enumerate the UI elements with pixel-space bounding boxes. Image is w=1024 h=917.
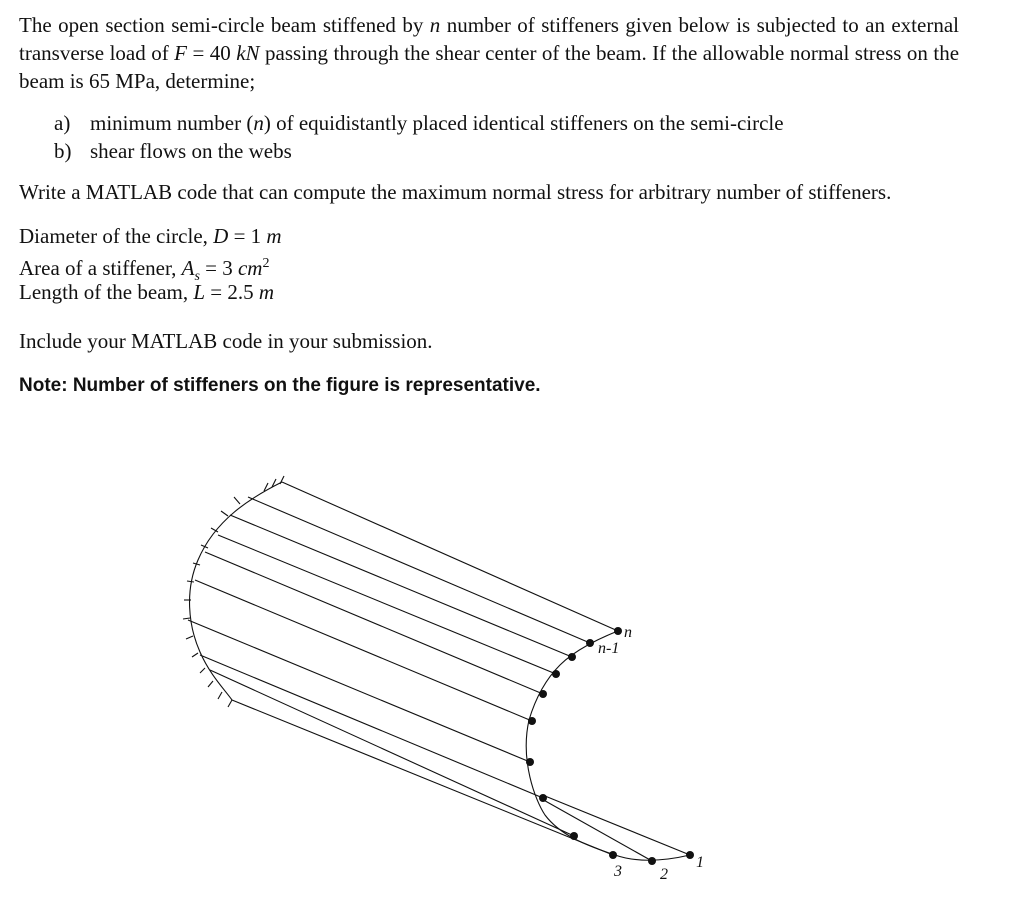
stiffener-dot-3	[609, 851, 617, 859]
stiffener-line	[545, 796, 690, 855]
given-label: Diameter of the circle,	[19, 224, 214, 248]
item-text: ) of equidistantly placed identical stiffeners on the semi-circle	[263, 111, 784, 135]
unit-m: m	[266, 224, 282, 248]
stiffener-line	[188, 620, 530, 762]
symbol-A: A	[181, 256, 195, 280]
stiffener-dot	[570, 832, 578, 840]
front-semicircle	[526, 720, 690, 860]
given-label: Area of a stiffener,	[19, 256, 182, 280]
intro-text: The open section semi-circle beam stiffened by	[19, 13, 430, 37]
stiffener-line	[282, 482, 618, 631]
stiffener-dot	[539, 794, 547, 802]
intro-text: number of stiffeners given below is subjected to an external transverse load of	[19, 13, 959, 65]
subscript-s: s	[194, 269, 200, 285]
include-instruction: Include your MATLAB code in your submission.	[19, 329, 433, 353]
symbol-D: D	[213, 224, 229, 248]
variable-F: F	[174, 41, 187, 65]
unit-kN: kN	[236, 41, 260, 65]
item-text: minimum number (	[90, 111, 254, 135]
stiffener-dot-n-minus-1	[586, 639, 594, 647]
item-text: shear flows on the webs	[90, 139, 292, 163]
stiffener-line	[200, 655, 543, 798]
stiffener-line	[540, 798, 652, 861]
stiffener-line	[232, 700, 613, 855]
note: Note: Number of stiffeners on the figure is representative.	[19, 375, 541, 396]
variable-n: n	[429, 13, 441, 37]
stiffener-dot-2	[648, 857, 656, 865]
variable-n: n	[253, 111, 264, 135]
item-label: b)	[54, 139, 72, 163]
symbol-L: L	[193, 280, 206, 304]
wall-hatching	[183, 476, 284, 707]
stiffener-dot	[526, 758, 534, 766]
stiffener-dot-1	[686, 851, 694, 859]
stiffener-dot	[568, 653, 576, 661]
label-1: 1	[696, 854, 704, 871]
unit-m: m	[258, 280, 275, 304]
given-label: Length of the beam,	[19, 280, 194, 304]
label-n: n	[624, 624, 632, 641]
label-n-minus-1: n-1	[598, 640, 620, 657]
exponent: 2	[262, 256, 270, 271]
stiffener-line	[205, 552, 543, 694]
stiffener-dot	[528, 717, 536, 725]
intro-text: passing through the shear center of the beam. If the allowable normal stress on the beam is 65 MPa, determine;	[19, 41, 960, 93]
stiffener-line	[230, 515, 572, 657]
label-3: 3	[614, 863, 622, 880]
label-2: 2	[660, 866, 668, 883]
given-value: = 3	[199, 256, 238, 280]
given-value: = 1	[228, 224, 267, 248]
stiffener-dot	[539, 690, 547, 698]
given-value: = 2.5	[205, 280, 259, 304]
wall-semicircle	[190, 482, 282, 700]
stiffener-line	[195, 580, 532, 721]
intro-text: = 40	[187, 41, 237, 65]
beam-drawing	[183, 476, 690, 861]
item-label: a)	[54, 111, 71, 135]
stiffener-dot-n	[614, 627, 622, 635]
task-statement: Write a MATLAB code that can compute the maximum normal stress for arbitrary number of stiffeners.	[19, 180, 892, 204]
unit-cm: cm	[237, 256, 263, 280]
stiffener-line	[248, 497, 590, 643]
stiffener-line	[210, 670, 574, 836]
stiffener-dot	[552, 670, 560, 678]
